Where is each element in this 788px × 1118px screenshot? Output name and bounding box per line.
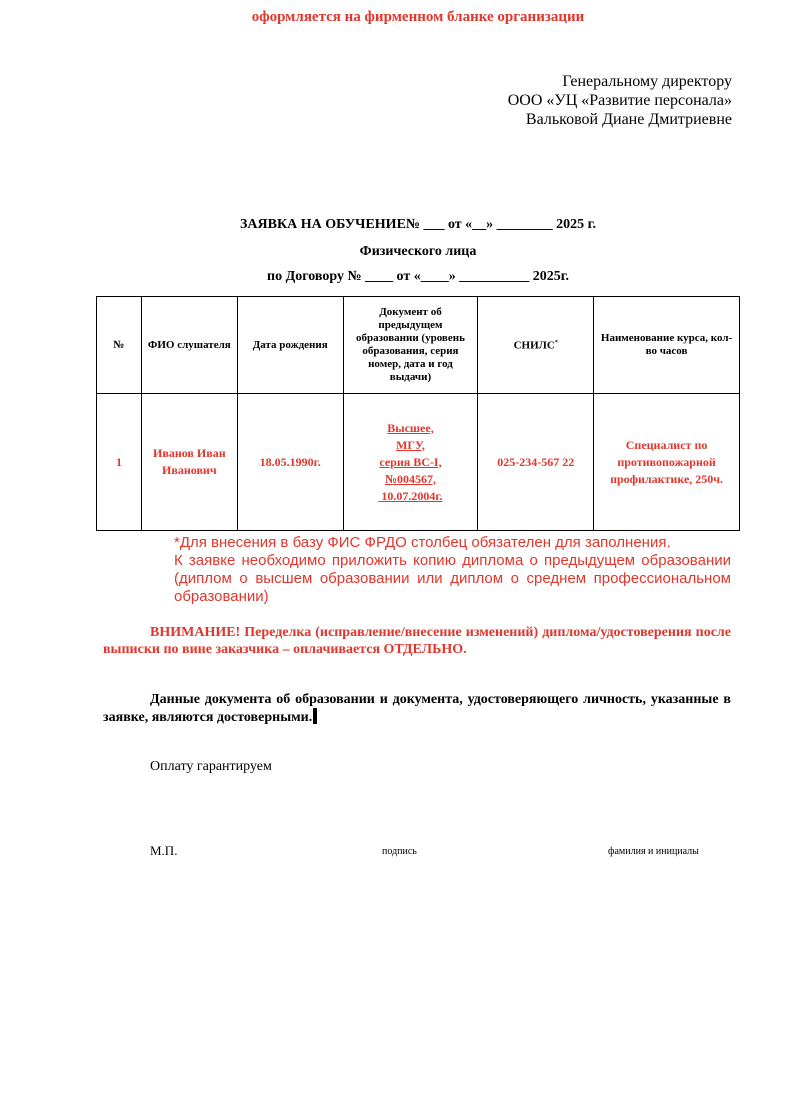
letterhead-note: оформляется на фирменном бланке организации bbox=[251, 9, 585, 25]
payment-guarantee: Оплату гарантируем bbox=[150, 759, 272, 774]
table-notes bbox=[174, 534, 731, 606]
addressee-block bbox=[508, 72, 732, 129]
doc-series: серия ВС-I, bbox=[379, 454, 442, 469]
doc-number: №004567, bbox=[384, 471, 436, 486]
header-snils-label: СНИЛС bbox=[513, 339, 555, 352]
document-subtitle: Физического лица bbox=[359, 244, 477, 259]
header-snils-footnote-mark: * bbox=[554, 340, 558, 347]
students-table bbox=[96, 296, 740, 531]
cell-fio: Иванов Иван Иванович bbox=[141, 394, 237, 531]
doc-organization: МГУ, bbox=[396, 437, 425, 452]
cell-course: Специалист по противопожарной профилактике, 250ч. bbox=[594, 394, 740, 531]
cell-education-document bbox=[343, 394, 478, 531]
document-title: ЗАЯВКА НА ОБУЧЕНИЕ№ ___ от «__» ________ 2025 г. bbox=[240, 217, 596, 232]
warning-text: ВНИМАНИЕ! Переделка (исправление/внесение изменений) диплома/удостоверения после выписки по вине заказчика – оплачивается ОТДЕЛЬНО. bbox=[103, 625, 731, 657]
table-header-row bbox=[97, 297, 740, 394]
cell-snils: 025-234-567 22 bbox=[478, 394, 594, 531]
table-row bbox=[97, 394, 740, 531]
stamp-placeholder: М.П. bbox=[150, 843, 178, 858]
addressee-position: Генеральному директору bbox=[562, 73, 732, 90]
cell-num: 1 bbox=[97, 394, 142, 531]
cell-birth-date: 18.05.1990г. bbox=[237, 394, 343, 531]
header-fio: ФИО слушателя bbox=[141, 297, 237, 394]
header-snils bbox=[478, 297, 594, 394]
accuracy-statement bbox=[103, 691, 731, 726]
signature-caption: подпись bbox=[382, 846, 417, 857]
diploma-copy-note: К заявке необходимо приложить копию диплома о предыдущем образовании (диплом о высшем образовании или диплом о среднем профессиональном образовании) bbox=[174, 552, 731, 605]
contract-reference: по Договору № ____ от «____» __________ 2025г. bbox=[267, 269, 569, 284]
addressee-company: ООО «УЦ «Развитие персонала» bbox=[507, 92, 732, 109]
warning-paragraph bbox=[103, 624, 731, 658]
header-education-document: Документ об предыдущем образовании (уровень образования, серия номер, дата и год выдачи) bbox=[343, 297, 478, 394]
ffrdo-note: *Для внесения в базу ФИС ФРДО столбец обязателен для заполнения. bbox=[174, 534, 671, 551]
header-num: № bbox=[97, 297, 142, 394]
header-birth-date: Дата рождения bbox=[237, 297, 343, 394]
addressee-name: Вальковой Диане Дмитриевне bbox=[525, 111, 732, 128]
accuracy-text: Данные документа об образовании и документа, удостоверяющего личность, указанные в заявке, являются достоверными. bbox=[103, 692, 731, 725]
text-cursor bbox=[313, 708, 317, 724]
doc-date: 10.07.2004г. bbox=[378, 488, 443, 503]
name-initials-caption: фамилия и инициалы bbox=[608, 846, 699, 857]
doc-level: Высшее, bbox=[387, 420, 434, 435]
header-course: Наименование курса, кол-во часов bbox=[594, 297, 740, 394]
